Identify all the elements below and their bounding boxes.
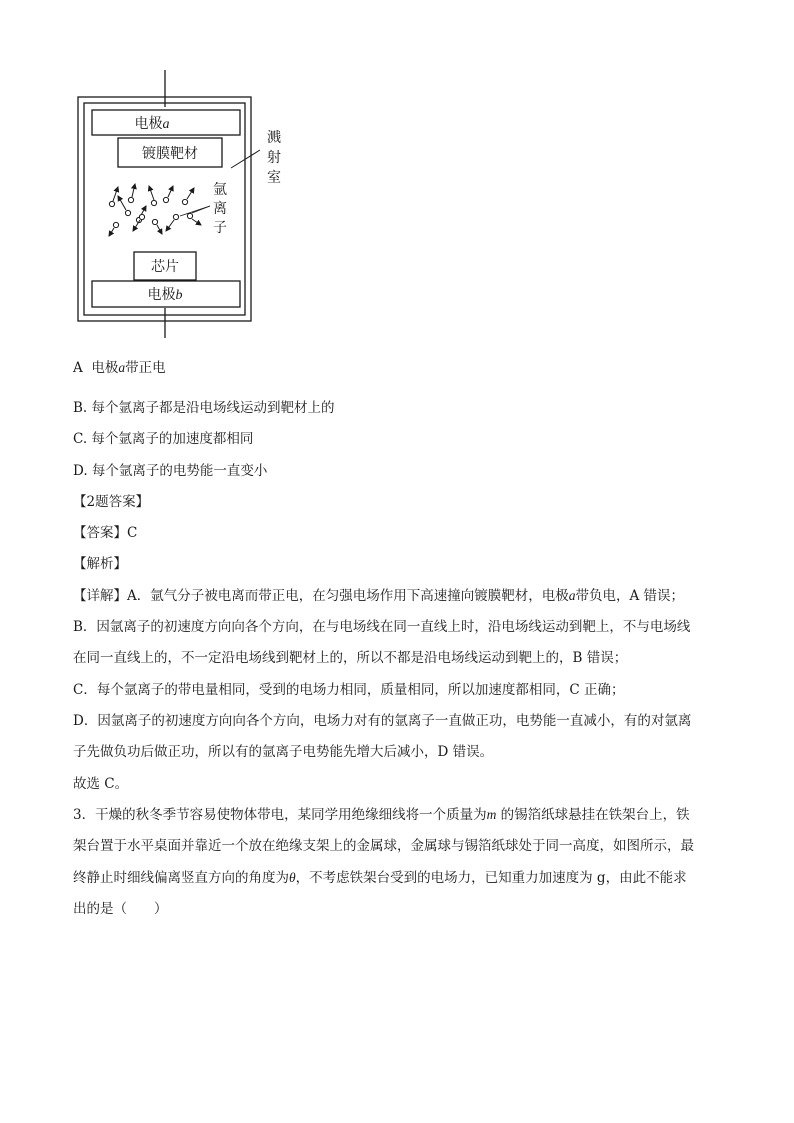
option-a-var: a — [118, 360, 126, 375]
ion-label-1: 氩 — [213, 182, 227, 198]
argon-ions-group — [109, 184, 201, 236]
argon-ion — [166, 214, 179, 231]
option-d: D. 每个氩离子的电势能一直变小 — [73, 463, 268, 479]
argon-ion — [187, 213, 201, 225]
argon-ion — [128, 184, 135, 203]
option-c: C. 每个氩离子的加速度都相同 — [73, 431, 254, 447]
explanation-line-4: C．每个氩离子的带电量相同，受到的电场力相同，质量相同，所以加速度都相同，C 正确； — [73, 682, 625, 698]
ion-leader-line-2 — [180, 206, 210, 216]
explanation-line-3: 在同一直线上的，不一定沿电场线到靶材上的，所以不都是沿电场线运动到靶上的，B 错误； — [73, 650, 628, 666]
chamber-label-3: 室 — [267, 170, 281, 186]
explanation-line-1-post: 带负电，A 错误； — [575, 588, 685, 604]
argon-ion — [152, 219, 162, 234]
chamber-label-2: 射 — [267, 150, 281, 166]
conclusion-line: 故选 C。 — [73, 776, 129, 792]
option-a-text-post: 带正电 — [125, 360, 166, 376]
electrode-a-label: 电极a — [134, 116, 170, 132]
ion-label-2: 离 — [213, 201, 227, 217]
ion-label-3: 子 — [213, 220, 227, 236]
explanation-line-1 — [73, 587, 684, 605]
question3-line-4: 出的是（ ） — [73, 901, 168, 917]
chamber-label-1: 溅 — [267, 130, 281, 146]
question3-line-3 — [73, 869, 687, 887]
question3-line-2: 架台置于水平桌面并靠近一个放在绝缘支架上的金属球，金属球与锡箔纸球处于同一高度，如图所示，最 — [73, 838, 694, 854]
argon-ion — [109, 187, 118, 207]
argon-ion — [182, 188, 194, 205]
answer-line: 【答案】C — [73, 525, 138, 541]
electrode-b-label: 电极b — [147, 287, 183, 303]
chip-label: 芯片 — [151, 259, 179, 275]
analysis-heading: 【解析】 — [73, 556, 127, 572]
target-label: 镀膜靶材 — [142, 146, 198, 162]
question3-mass-var: m — [486, 807, 497, 822]
explanation-line-2: B．因氩离子的初速度方向向各个方向，在与电场线在同一直线上时，沿电场线运动到靶上，不与电场线 — [73, 619, 691, 635]
argon-ion — [109, 222, 119, 236]
explanation-line-1-pre: 【详解】A．氩气分子被电离而带正电，在匀强电场作用下高速撞向镀膜靶材，电极 — [73, 588, 569, 604]
question3-line-1-post: 的锡箔纸球悬挂在铁架台上，铁 — [496, 807, 690, 823]
question3-line-3-pre: 终静止时细线偏离竖直方向的角度为 — [73, 870, 289, 886]
argon-ion — [149, 186, 157, 206]
question3-line-1-pre: 3．干燥的秋冬季节容易使物体带电，某同学用绝缘细线将一个质量为 — [73, 807, 487, 823]
answer-tag: 【2题答案】 — [73, 494, 150, 510]
option-a-letter: A — [73, 360, 83, 376]
explanation-line-1-var: a — [568, 588, 576, 603]
option-a-text-pre: 电极 — [91, 360, 119, 376]
question3-line-1 — [73, 806, 690, 824]
option-b: B. 每个氩离子都是沿电场线运动到靶材上的 — [73, 400, 335, 416]
sputtering-chamber-diagram — [60, 70, 300, 345]
argon-ion — [163, 186, 173, 203]
explanation-line-6: 子先做负功后做正功，所以有的氩离子电势能先增大后减小，D 错误。 — [73, 744, 494, 760]
option-a — [73, 359, 166, 377]
question3-line-3-post: ，不考虑铁架台受到的电场力，已知重力加速度为 g，由此不能求 — [295, 870, 687, 886]
explanation-line-5: D．因氩离子的初速度方向向各个方向，电场力对有的氩离子一直做正功，电势能一直减小，有的对氩离 — [73, 713, 692, 729]
argon-ion — [133, 214, 145, 231]
question3-angle-var: θ — [289, 870, 296, 885]
